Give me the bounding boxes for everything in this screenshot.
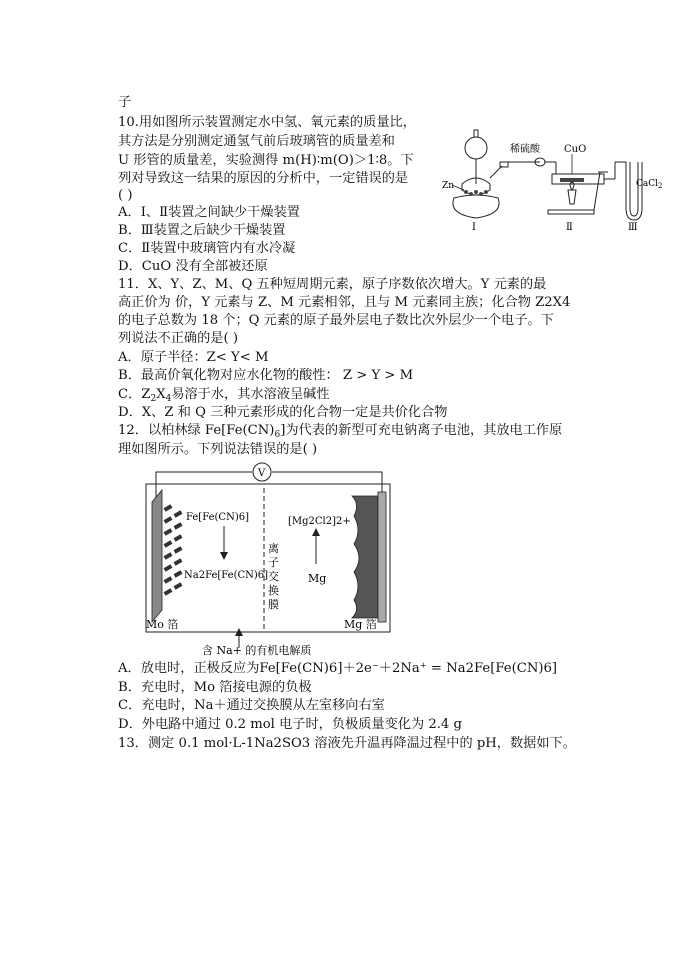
fe-cn-crystals	[164, 504, 183, 595]
q11-stem-line3: 的电子总数为 18 个；Q 元素的原子最外层电子数比次外层少一个电子。下	[118, 313, 554, 328]
cacl2-label: CaCl$_2$	[636, 179, 663, 190]
q10-option-b: B．Ⅲ装置之后缺少干燥装置	[118, 223, 286, 238]
label-mo-foil: Mo 箔	[146, 618, 179, 631]
q10-stem-line1: 10.用如图所示装置测定水中氢、氧元素的质量比，	[118, 115, 416, 130]
label-mg2cl2: [Mg2Cl2]2+	[288, 516, 351, 527]
q10-answer-blank: ( )	[118, 188, 133, 203]
label-electrolyte: 含 Na+ 的有机电解质	[202, 644, 312, 656]
q11-option-c: C．$Z_2X_4$易溶于水，其水溶液呈碱性	[118, 387, 330, 404]
q12-stem-line1: 12．以柏林绿 $Fe[Fe(CN)_6]$为代表的新型可充电钠离子电池，其放电工作原	[118, 423, 563, 440]
q11-stem-line1: 11．X、Y、Z、M、Q 五种短周期元素，原子序数依次增大。Y 元素的最	[118, 277, 547, 292]
mg-foil	[352, 496, 378, 618]
mo-foil	[152, 490, 162, 622]
q11-option-a: A．原子半径：Z< Y< M	[118, 350, 269, 365]
label-na2fe-cn: Na2Fe[Fe(CN)6]	[184, 570, 269, 581]
label-ii: Ⅱ	[566, 222, 573, 233]
acid-label: 稀硫酸	[510, 144, 540, 155]
reaction-tube	[548, 162, 626, 214]
arrow-head-down	[220, 552, 228, 560]
membrane-label	[268, 542, 279, 611]
label-mg: Mg	[308, 572, 327, 585]
svg-text:膜: 膜	[268, 598, 279, 611]
svg-text:换: 换	[268, 584, 279, 597]
q12-option-c: C．充电时，Na＋通过交换膜从左室移向右室	[118, 698, 385, 713]
label-iii: Ⅲ	[628, 222, 638, 233]
q11-stem-line4: 列说法不正确的是( )	[118, 331, 238, 346]
q12-option-b: B．充电时，Mo 箔接电源的负极	[118, 680, 312, 695]
voltmeter-label: V	[258, 468, 266, 479]
q10-apparatus-figure	[440, 122, 670, 234]
q11-option-d: D．X、Z 和 Q 三种元素形成的化合物一定是共价化合物	[118, 405, 448, 420]
drying-bulb	[535, 158, 556, 174]
svg-text:离: 离	[268, 542, 279, 555]
q12-option-d: D．外电路中通过 0.2 mol 电子时，负极质量变化为 2.4 g	[118, 717, 462, 732]
zn-label: Zn	[442, 181, 455, 191]
label-fe-cn: Fe[Fe(CN)6]	[186, 512, 249, 523]
arrow-head-up	[312, 528, 320, 536]
cuo-powder	[560, 178, 584, 182]
cuo-label: CuO	[564, 144, 587, 155]
q12-battery-figure	[140, 460, 400, 656]
q12-option-a: A．放电时，正极反应为Fe[Fe(CN)6]＋2e⁻＋2Na⁺ = Na2Fe[Fe(CN)6]	[118, 661, 558, 676]
q10-option-c: C．Ⅱ装置中玻璃管内有水冷凝	[118, 241, 296, 256]
q10-stem-line2: 其方法是分别测定通氢气前后玻璃管的质量差和	[118, 134, 395, 149]
q10-option-d: D．CuO 没有全部被还原	[118, 259, 268, 274]
label-mg-foil: Mg 箔	[344, 618, 377, 631]
q12-stem-line2: 理如图所示。下列说法错误的是( )	[118, 442, 318, 457]
q13-stem-line1: 13．测定 0.1 mol·L-1Na2SO3 溶液先升温再降温过程中的 pH，数据如下。	[118, 736, 576, 751]
q10-option-a: A．Ⅰ、Ⅱ装置之间缺少干燥装置	[118, 205, 300, 220]
q10-stem-line3: U 形管的质量差，实验测得 m(H)∶m(O)＞1∶8。下	[118, 153, 414, 168]
q11-stem-line2: 高正价为 价，Y 元素与 Z、M 元素相邻，且与 M 元素同主族；化合物 Z2X4	[118, 295, 571, 310]
label-i: Ⅰ	[472, 222, 476, 233]
continued-char: 子	[118, 95, 132, 110]
q10-stem-line4: 列对导致这一结果的原因的分析中，一定错误的是	[118, 171, 409, 186]
svg-text:交: 交	[268, 570, 279, 583]
u-tube	[626, 162, 642, 220]
q11-option-b: B．最高价氧化物对应水化物的酸性： Z > Y > M	[118, 368, 414, 383]
svg-text:子: 子	[268, 556, 279, 569]
